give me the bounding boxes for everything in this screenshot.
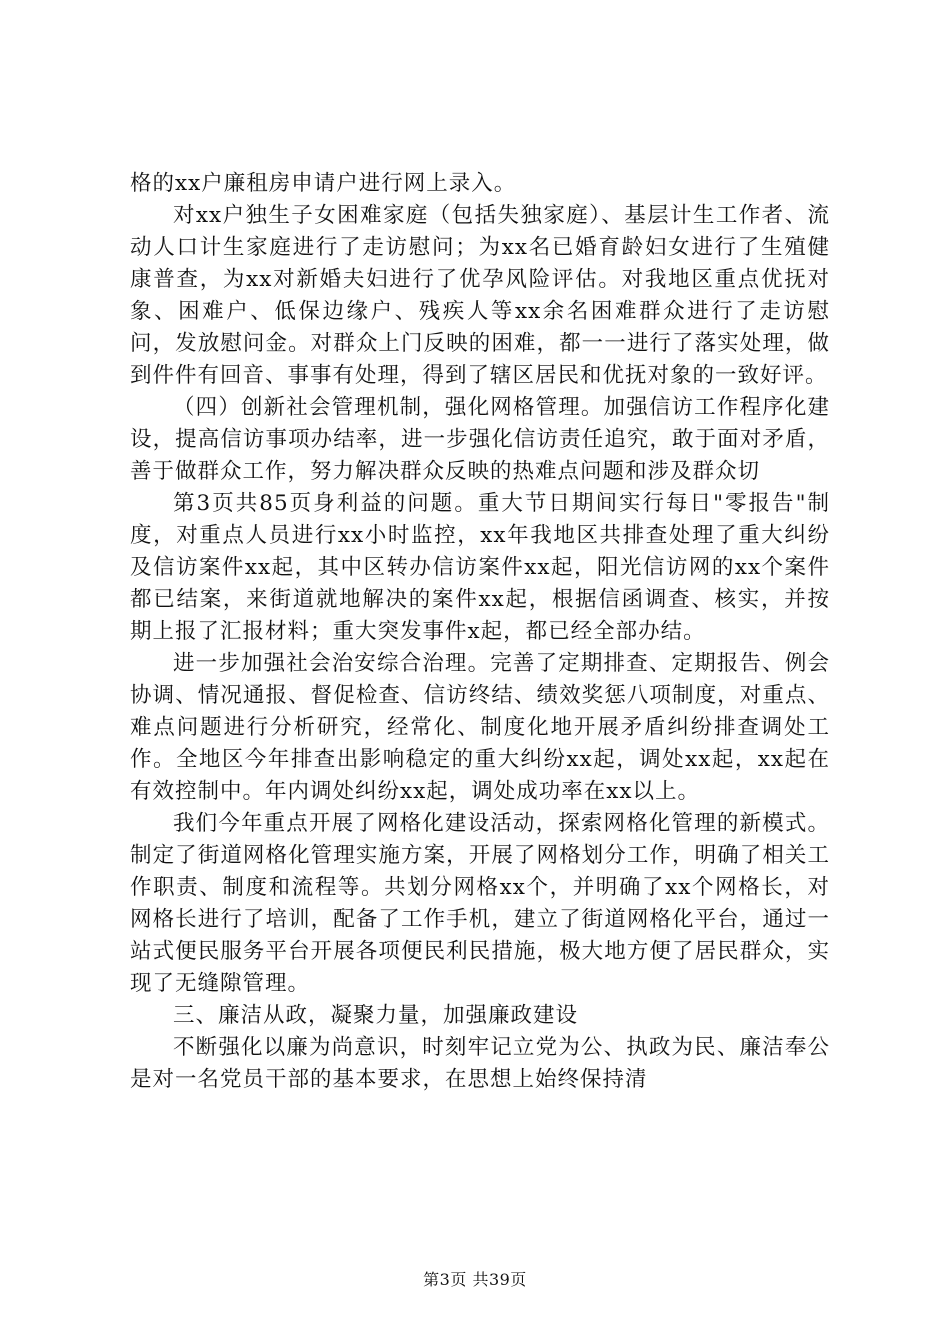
paragraph-4: 第3页共85页身利益的问题。重大节日期间实行每日"零报告"制度，对重点人员进行xx小时监控，xx年我地区共排查处理了重大纠纷及信访案件xx起，其中区转办信访案件xx起，阳光信访网的xx个案件都已结案，来街道就地解决的案件xx起，根据信函调查、核实，并按期上报了汇报材料；重大突发事件x起，都已经全部办结。 <box>130 491 830 644</box>
paragraph-1: 格的xx户廉租房申请户进行网上录入。 <box>130 171 517 196</box>
document-body <box>130 168 830 1096</box>
section-heading: 三、廉洁从政，凝聚力量，加强廉政建设 <box>173 1003 579 1028</box>
paragraph-2: 对xx户独生子女困难家庭（包括失独家庭）、基层计生工作者、流动人口计生家庭进行了走访慰问；为xx名已婚育龄妇女进行了生殖健康普查，为xx对新婚夫妇进行了优孕风险评估。对我地区重点优抚对象、困难户、低保边缘户、残疾人等xx余名困难群众进行了走访慰问，发放慰问金。对群众上门反映的困难，都一一进行了落实处理，做到件件有回音、事事有处理，得到了辖区居民和优抚对象的一致好评。 <box>130 203 830 388</box>
paragraph-5: 进一步加强社会治安综合治理。完善了定期排查、定期报告、例会协调、情况通报、督促检查、信访终结、绩效奖惩八项制度，对重点、难点问题进行分析研究，经常化、制度化地开展矛盾纠纷排查调处工作。全地区今年排查出影响稳定的重大纠纷xx起，调处xx起，xx起在有效控制中。年内调处纠纷xx起，调处成功率在xx以上。 <box>130 651 830 804</box>
paragraph-3: （四）创新社会管理机制，强化网格管理。加强信访工作程序化建设，提高信访事项办结率，进一步强化信访责任追究，敢于面对矛盾，善于做群众工作，努力解决群众反映的热难点问题和涉及群众切 <box>130 395 830 484</box>
paragraph-6: 我们今年重点开展了网格化建设活动，探索网格化管理的新模式。制定了街道网格化管理实施方案，开展了网格划分工作，明确了相关工作职责、制度和流程等。共划分网格xx个，并明确了xx个网格长，对网格长进行了培训，配备了工作手机，建立了街道网格化平台，通过一站式便民服务平台开展各项便民利民措施，极大地方便了居民群众，实现了无缝隙管理。 <box>130 811 830 996</box>
paragraph-7: 不断强化以廉为尚意识，时刻牢记立党为公、执政为民、廉洁奉公是对一名党员干部的基本要求，在思想上始终保持清 <box>130 1035 830 1092</box>
page-footer: 第3页 共39页 <box>423 1270 527 1289</box>
